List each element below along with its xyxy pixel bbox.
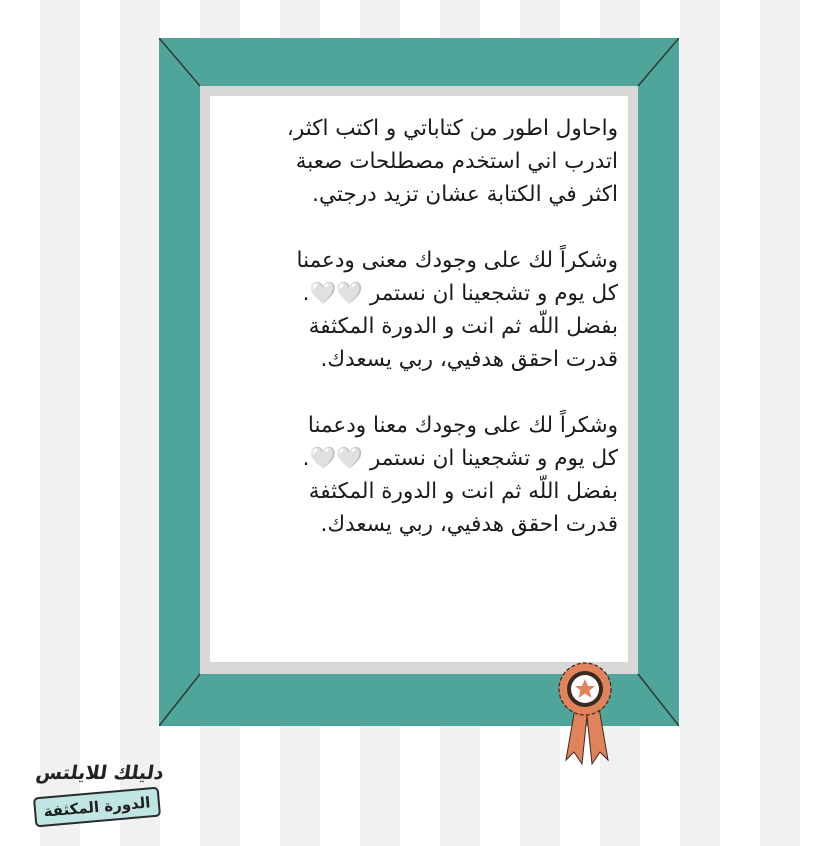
logo-subtitle: الدورة المكثفة xyxy=(42,793,152,821)
logo-title: دليلك للايلتس xyxy=(34,762,166,784)
note-paragraph-1: واحاول اطور من كتاباتي و اكتب اكثر، اتدرب اني استخدم مصطلحات صعبة اكثر في الكتابة عشان تزيد درجتي. xyxy=(286,116,618,207)
logo-banner xyxy=(33,787,161,828)
note-paragraph-3: وشكراً لك على وجودك معنا ودعمنا كل يوم و تشجعينا ان نستمر 🤍🤍. بفضل اللّه ثم انت و الدورة المكثفة قدرت احقق هدفيي، ربي يسعدك. xyxy=(302,413,618,537)
award-rosette-icon xyxy=(554,660,620,772)
note-paragraph-2: وشكراً لك على وجودك معنى ودعمنا كل يوم و تشجعينا ان نستمر 🤍🤍. بفضل اللّه ثم انت و الدورة المكثفة قدرت احقق هدفيي، ربي يسعدك. xyxy=(296,248,618,372)
brand-logo xyxy=(28,758,168,832)
note-text xyxy=(224,112,618,552)
